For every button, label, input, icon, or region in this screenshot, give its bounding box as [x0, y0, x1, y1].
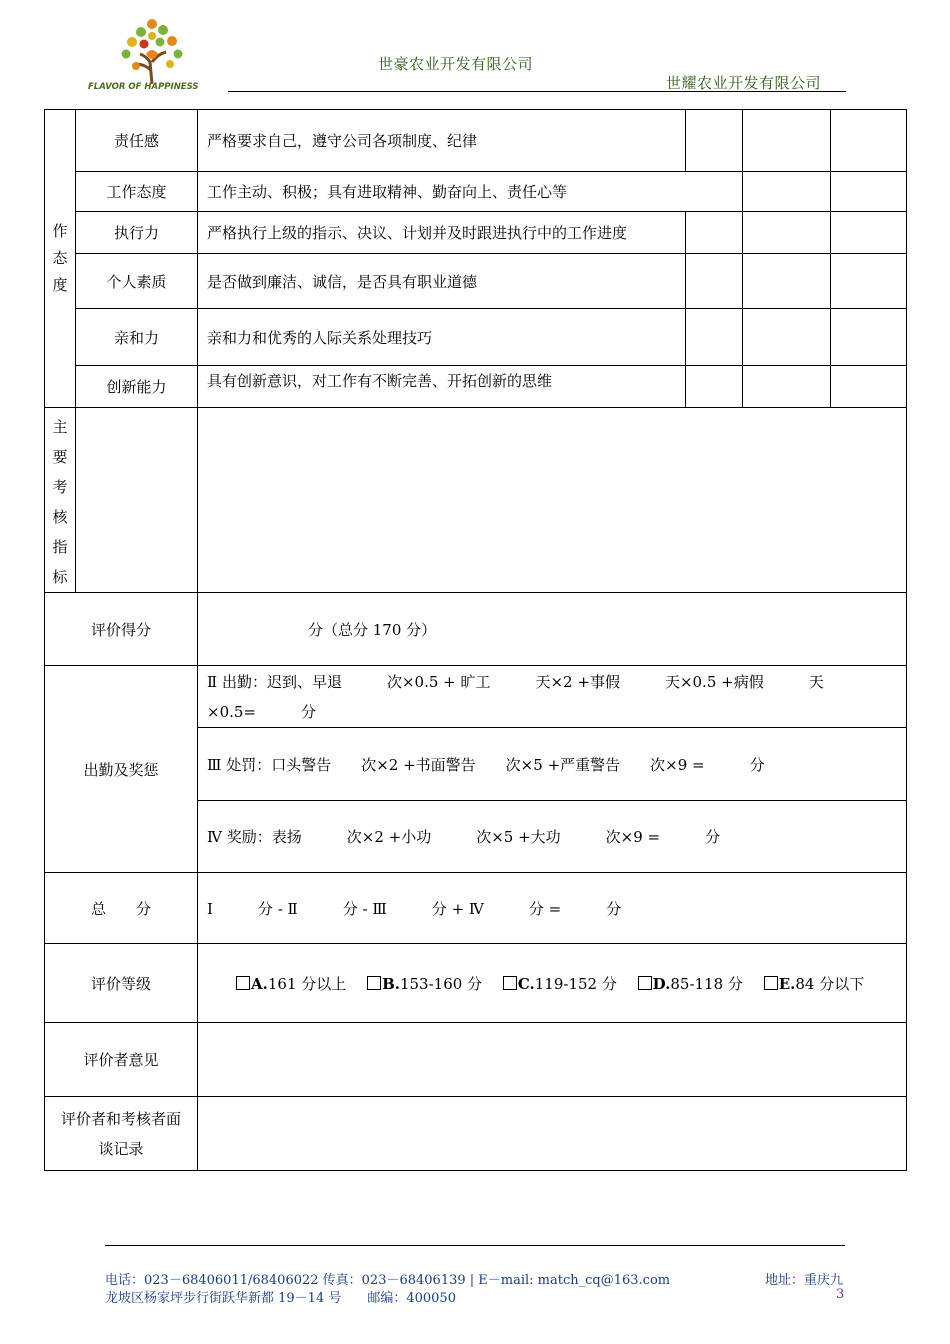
attitude-row	[45, 254, 907, 309]
attitude-category-char: 态	[52, 249, 68, 267]
score-cell[interactable]	[831, 110, 907, 172]
kpi-category-char: 指	[52, 538, 68, 556]
checkbox-icon[interactable]	[367, 976, 381, 990]
attitude-desc: 是否做到廉洁、诚信，是否具有职业道德	[198, 254, 686, 309]
checkbox-icon[interactable]	[236, 976, 250, 990]
attendance-row	[45, 666, 907, 728]
kpi-category-cell	[45, 408, 76, 593]
opinion-row	[45, 1023, 907, 1097]
attitude-category-char: 作	[52, 222, 68, 240]
total-row	[45, 873, 907, 944]
grade-row	[45, 944, 907, 1023]
attitude-row	[45, 110, 907, 172]
interview-row	[45, 1097, 907, 1171]
attitude-item: 创新能力	[76, 366, 198, 408]
opinion-input[interactable]	[198, 1023, 907, 1097]
opinion-label: 评价者意见	[45, 1023, 198, 1097]
attitude-row	[45, 212, 907, 254]
score-cell[interactable]	[743, 254, 831, 309]
attitude-item: 执行力	[76, 212, 198, 254]
page-number: 3	[836, 1287, 845, 1302]
kpi-category-char: 要	[52, 448, 68, 466]
grade-option-b[interactable]: B.153-160 分	[367, 975, 482, 993]
score-cell[interactable]	[686, 366, 743, 408]
score-cell[interactable]	[686, 110, 743, 172]
company-name-main: 世豪农业开发有限公司	[378, 55, 534, 73]
attitude-item: 工作态度	[76, 172, 198, 212]
grade-option-c[interactable]: C.119-152 分	[503, 975, 617, 993]
attendance-label: 出勤及奖惩	[45, 666, 198, 873]
score-cell[interactable]	[686, 309, 743, 366]
logo-text: FLAVOR OF HAPPINESS	[88, 82, 199, 92]
score-cell[interactable]	[831, 172, 907, 212]
kpi-category-char: 主	[52, 418, 68, 436]
checkbox-icon[interactable]	[503, 976, 517, 990]
grade-option-e[interactable]: E.84 分以下	[764, 975, 865, 993]
interview-input[interactable]	[198, 1097, 907, 1171]
attitude-category-cell	[45, 110, 76, 408]
header-divider	[228, 91, 846, 92]
attitude-desc: 具有创新意识，对工作有不断完善、开拓创新的思维	[198, 366, 686, 408]
attitude-desc: 工作主动、积极；具有进取精神、勤奋向上、责任心等	[198, 172, 743, 212]
score-cell[interactable]	[686, 212, 743, 254]
attitude-row	[45, 309, 907, 366]
attitude-item: 责任感	[76, 110, 198, 172]
grade-option-d[interactable]: D.85-118 分	[638, 975, 743, 993]
score-cell[interactable]	[831, 212, 907, 254]
footer-contact: 电话：023－68406011/68406022 传真：023－68406139 | E－mail: match_cq@163.com	[105, 1273, 671, 1288]
score-cell[interactable]	[743, 172, 831, 212]
footer-address-label: 地址：重庆九	[765, 1273, 844, 1288]
attitude-row	[45, 172, 907, 212]
attitude-desc: 亲和力和优秀的人际关系处理技巧	[198, 309, 686, 366]
score-value[interactable]: 分（总分 170 分）	[198, 593, 907, 666]
score-cell[interactable]	[743, 212, 831, 254]
score-cell[interactable]	[743, 366, 831, 408]
kpi-category-char: 考	[52, 478, 68, 496]
attitude-item: 亲和力	[76, 309, 198, 366]
attitude-category-char: 度	[52, 276, 68, 294]
score-label: 评价得分	[45, 593, 198, 666]
total-label: 总 分	[45, 873, 198, 944]
attitude-item: 个人素质	[76, 254, 198, 309]
attitude-row	[45, 366, 907, 408]
company-name-right: 世耀农业开发有限公司	[666, 74, 822, 92]
penalty-line[interactable]: Ⅲ 处罚：口头警告 次×2 +书面警告 次×5 +严重警告 次×9 = 分	[198, 728, 907, 801]
attendance-text-b: ×0.5= 分	[207, 703, 316, 721]
checkbox-icon[interactable]	[638, 976, 652, 990]
checkbox-icon[interactable]	[764, 976, 778, 990]
reward-line[interactable]: Ⅳ 奖励：表扬 次×2 +小功 次×5 +大功 次×9 = 分	[198, 801, 907, 873]
attendance-line[interactable]	[198, 666, 907, 728]
score-cell[interactable]	[686, 254, 743, 309]
grade-option-a[interactable]: A.161 分以上	[236, 975, 346, 993]
attendance-text-a: Ⅱ 出勤：迟到、早退 次×0.5 + 旷工 天×2 +事假 天×0.5 +病假 天	[207, 673, 824, 691]
score-cell[interactable]	[831, 366, 907, 408]
kpi-content-cell[interactable]	[198, 408, 907, 593]
kpi-row	[45, 408, 907, 593]
score-cell[interactable]	[743, 110, 831, 172]
evaluation-table	[44, 109, 907, 1171]
score-row	[45, 593, 907, 666]
interview-label: 评价者和考核者面 谈记录	[45, 1097, 198, 1171]
kpi-category-char: 核	[52, 508, 68, 526]
footer-divider	[105, 1245, 845, 1246]
score-cell[interactable]	[743, 309, 831, 366]
grade-options	[198, 944, 907, 1023]
total-formula[interactable]: Ⅰ 分 - Ⅱ 分 - Ⅲ 分 + Ⅳ 分 = 分	[198, 873, 907, 944]
grade-label: 评价等级	[45, 944, 198, 1023]
attitude-desc: 严格执行上级的指示、决议、计划并及时跟进执行中的工作进度	[198, 212, 686, 254]
kpi-item-cell[interactable]	[76, 408, 198, 593]
attitude-desc: 严格要求自己，遵守公司各项制度、纪律	[198, 110, 686, 172]
score-cell[interactable]	[831, 309, 907, 366]
score-cell[interactable]	[831, 254, 907, 309]
kpi-category-char: 标	[52, 568, 68, 586]
footer-address-line: 龙坡区杨家坪步行街跃华新都 19－14 号 邮编：400050	[105, 1291, 456, 1306]
company-logo	[86, 14, 226, 92]
